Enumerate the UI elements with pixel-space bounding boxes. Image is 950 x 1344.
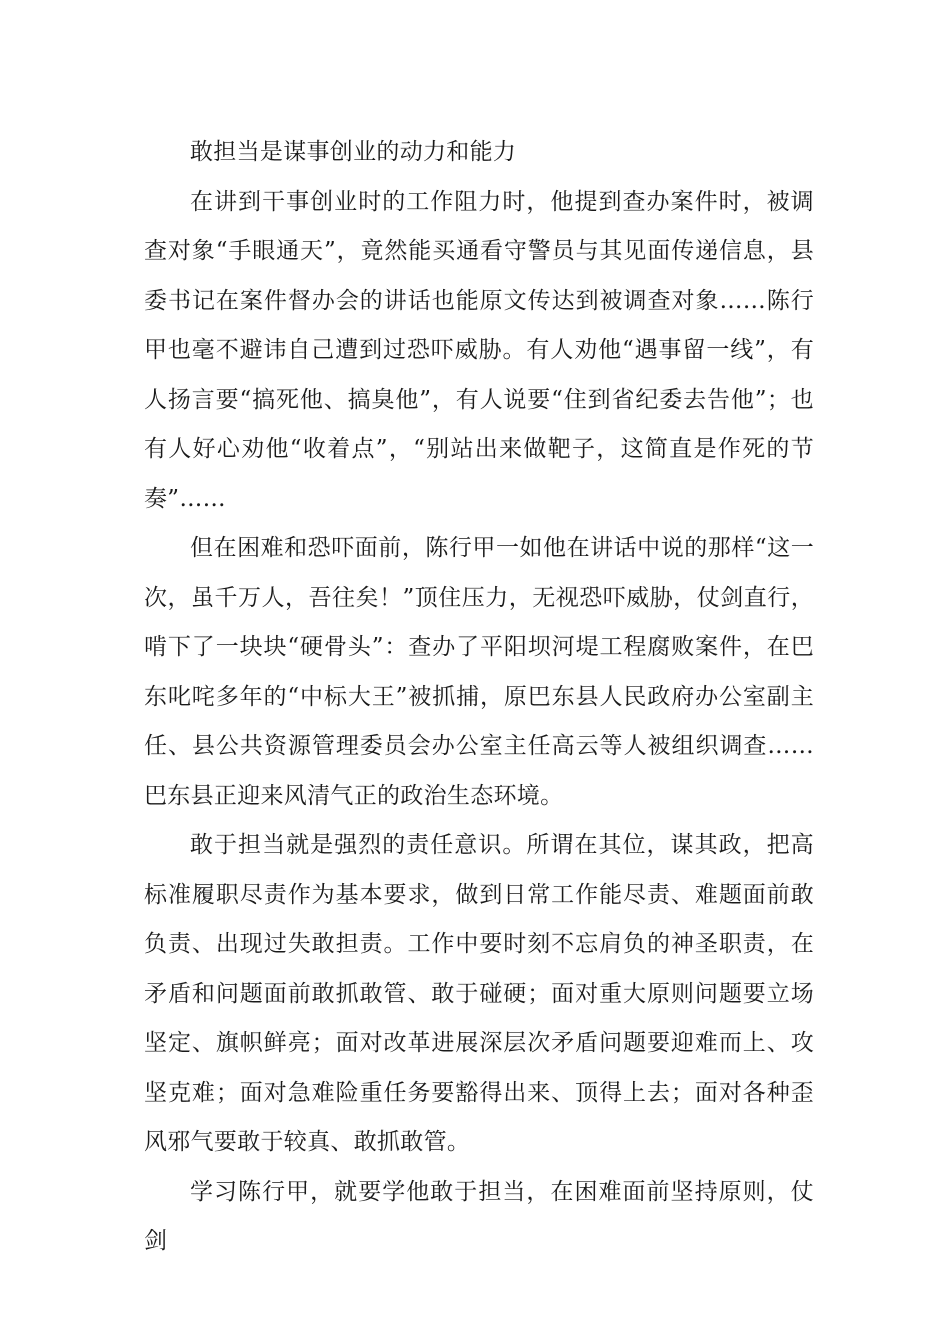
section-heading: 敢担当是谋事创业的动力和能力 [190, 139, 517, 165]
document-body [144, 128, 814, 1267]
paragraph-2: 但在困难和恐吓面前，陈行甲一如他在讲话中说的那样“这一次，虽千万人，吾往矣！”顶住压力，无视恐吓威胁，仗剑直行，啃下了一块块“硬骨头”：查办了平阳坝河堤工程腐败案件，在巴东叱咤多年的“中标大王”被抓捕，原巴东县人民政府办公室副主任、县公共资源管理委员会办公室主任高云等人被组织调查……巴东县正迎来风清气正的政治生态环境。 [144, 535, 814, 809]
paragraph-3: 敢于担当就是强烈的责任意识。所谓在其位，谋其政，把高标准履职尽责作为基本要求，做到日常工作能尽责、难题面前敢负责、出现过失敢担责。工作中要时刻不忘肩负的神圣职责，在矛盾和问题面前敢抓敢管、敢于碰硬；面对重大原则问题要立场坚定、旗帜鲜亮；面对改革进展深层次矛盾问题要迎难而上、攻坚克难；面对急难险重任务要豁得出来、顶得上去；面对各种歪风邪气要敢于较真、敢抓敢管。 [144, 832, 814, 1155]
paragraph-1: 在讲到干事创业时的工作阻力时，他提到查办案件时，被调查对象“手眼通天”，竟然能买通看守警员与其见面传递信息，县委书记在案件督办会的讲话也能原文传达到被调查对象……陈行甲也毫不避讳自己遭到过恐吓威胁。有人劝他“遇事留一线”，有人扬言要“搞死他、搞臭他”，有人说要“住到省纪委去告他”；也有人好心劝他“收着点”，“别站出来做靶子，这简直是作死的节奏”…… [144, 188, 814, 512]
paragraph-4: 学习陈行甲，就要学他敢于担当，在困难面前坚持原则，仗剑 [144, 1178, 814, 1254]
